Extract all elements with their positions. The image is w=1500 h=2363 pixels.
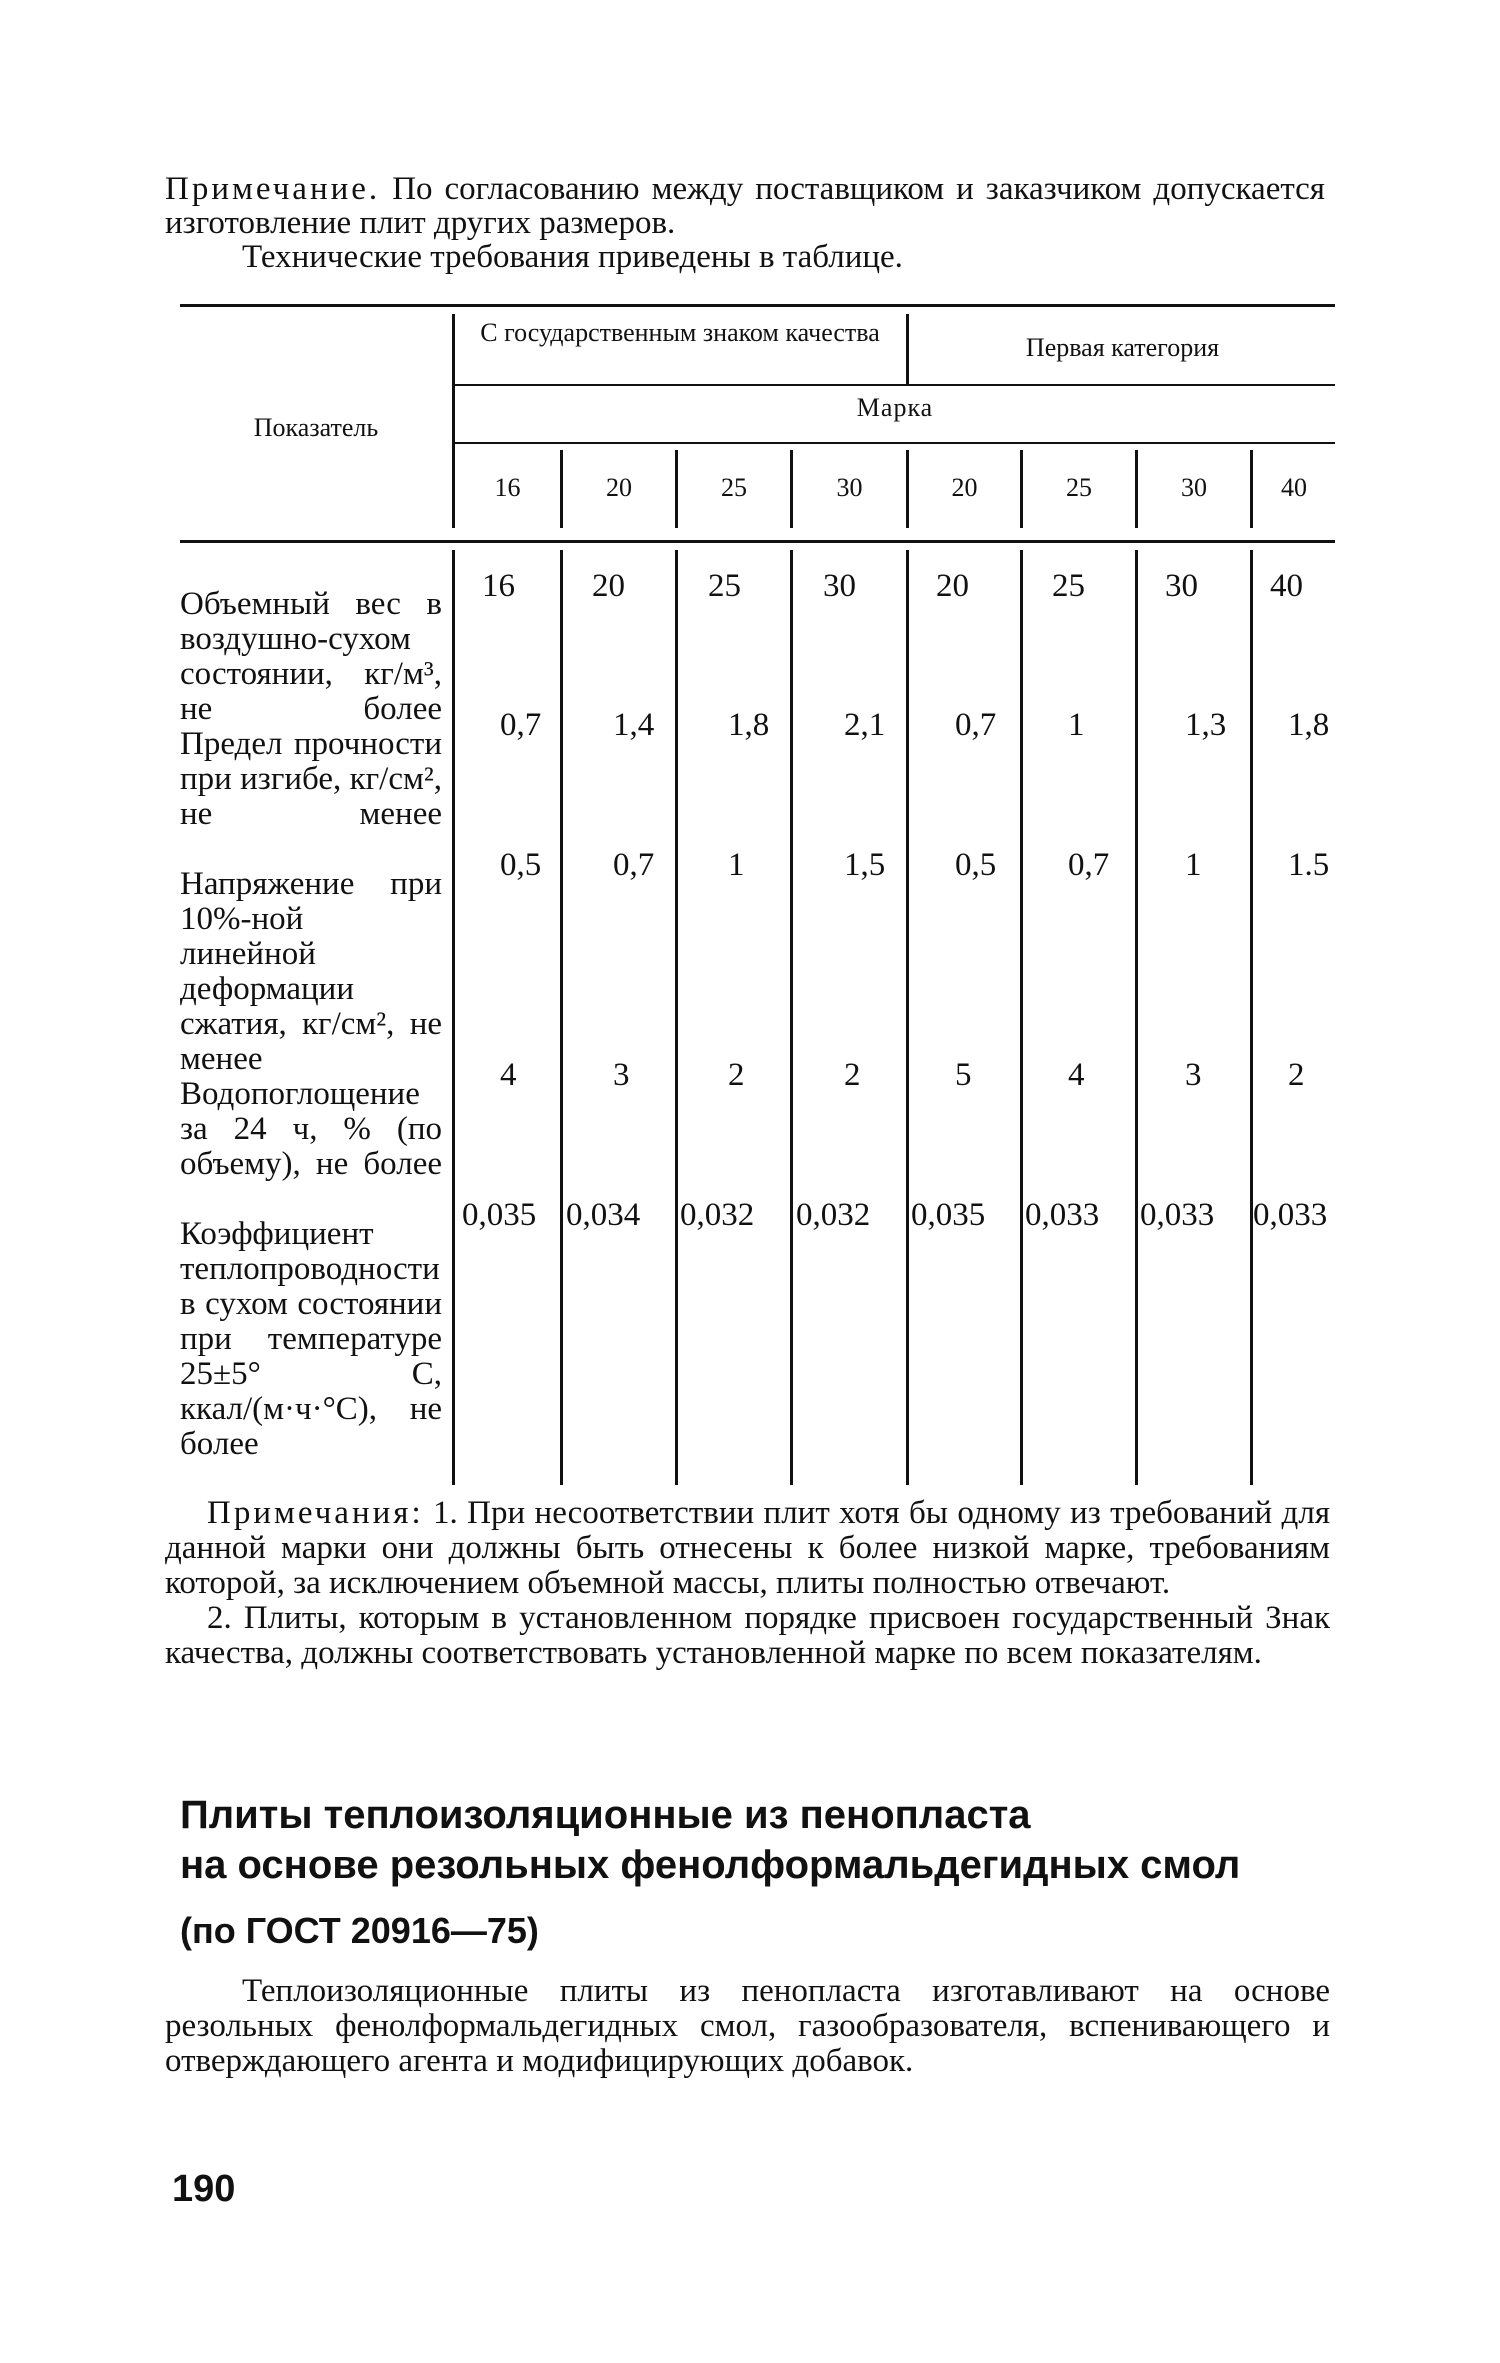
- cell-value: 1.5: [1288, 847, 1330, 883]
- cell-value: 0,5: [500, 847, 542, 883]
- table-notes: [165, 1496, 1330, 1671]
- section-intro: [165, 1974, 1330, 2079]
- cell-value: 30: [1165, 568, 1198, 604]
- body-vline: [1135, 550, 1138, 1485]
- cell-value: 0,033: [1253, 1197, 1328, 1233]
- row-label: Напряжение при 10%-ной линейной деформации сжатия, кг/см², не менее: [180, 866, 442, 1077]
- grade-header: 30: [836, 473, 863, 502]
- table-mark-rule: [455, 442, 1335, 444]
- header-vline: [906, 314, 909, 384]
- group1-header: С государственным знаком качества: [480, 318, 880, 347]
- cell-value: 20: [592, 568, 625, 604]
- requirements-table: [180, 300, 1335, 1485]
- cell-value: 0,7: [613, 847, 655, 883]
- cell-value: 2: [1288, 1057, 1305, 1093]
- grade-header: 25: [721, 473, 747, 502]
- body-vline: [906, 550, 909, 1485]
- top-note-sentence: Технические требования приведены в таблице.: [242, 239, 903, 275]
- cell-value: 3: [613, 1057, 630, 1093]
- cell-value: 1,3: [1185, 707, 1227, 743]
- cell-value: 0,035: [462, 1197, 537, 1233]
- cell-value: 1: [1185, 847, 1202, 883]
- cell-value: 2,1: [844, 707, 886, 743]
- cell-value: 0,032: [680, 1197, 755, 1233]
- body-vline: [1250, 550, 1253, 1485]
- section-title-line-2: на основе резольных фенолформальдегидных смол: [180, 1843, 1241, 1887]
- cell-value: 0,7: [1068, 847, 1110, 883]
- cell-value: 1,8: [728, 707, 770, 743]
- row-label: Водопоглощение за 24 ч, % (по объему), не более: [180, 1076, 442, 1182]
- note-1: 1. При несоответствии плит хотя бы одному из требований для данной марки они должны быть отнесены к более низкой марке, требованиям которой, за исключением объемной массы, плиты полностью отвечают.: [165, 1495, 1330, 1601]
- cell-value: 5: [955, 1057, 972, 1093]
- grade-header: 20: [951, 473, 978, 502]
- table-top-rule: [180, 304, 1335, 307]
- table-group-rule: [455, 384, 1335, 386]
- indicator-header: Показатель: [253, 413, 379, 442]
- grade-header: 16: [494, 473, 521, 502]
- cell-value: 0,034: [566, 1197, 641, 1233]
- cell-value: 1,5: [844, 847, 886, 883]
- row-label: Предел прочности при изгибе, кг/см², не менее: [180, 726, 442, 832]
- section-title-line-1: Плиты теплоизоляционные из пенопласта: [180, 1793, 1031, 1837]
- cell-value: 2: [728, 1057, 745, 1093]
- cell-value: 1: [728, 847, 745, 883]
- body-vline: [790, 550, 793, 1485]
- table-header-rule: [180, 540, 1335, 543]
- grade-header: 40: [1281, 473, 1307, 502]
- grade-header: 30: [1181, 473, 1207, 502]
- notes-label: Примечания:: [207, 1495, 424, 1531]
- cell-value: 40: [1270, 568, 1303, 604]
- cell-value: 4: [500, 1057, 517, 1093]
- grade-header: 20: [606, 473, 632, 502]
- cell-value: 0,7: [955, 707, 997, 743]
- row-label: Объемный вес в воздушно-сухом состоянии, кг/м³, не более: [180, 586, 442, 727]
- grade-header: 25: [1066, 473, 1092, 502]
- cell-value: 4: [1068, 1057, 1085, 1093]
- cell-value: 0,032: [796, 1197, 871, 1233]
- cell-value: 0,7: [500, 707, 542, 743]
- cell-value: 30: [823, 568, 856, 604]
- intro-paragraph: Теплоизоляционные плиты из пенопласта изготавливают на основе резольных фенолформальдегидных смол, газообразователя, вспенивающего и отверждающего агента и модифицирующих добавок.: [165, 1973, 1330, 2079]
- cell-value: 0,035: [911, 1197, 986, 1233]
- top-note-label: Примечание.: [165, 171, 381, 207]
- gost-reference: (по ГОСТ 20916—75): [180, 1910, 539, 1951]
- note-2: 2. Плиты, которым в установленном порядке присвоен государственный Знак качества, должны соответствовать установленной марке по всем показателям.: [165, 1600, 1330, 1671]
- cell-value: 0,033: [1140, 1197, 1215, 1233]
- cell-value: 1,8: [1288, 707, 1330, 743]
- page-number: 190: [172, 2168, 236, 2210]
- cell-value: 2: [844, 1057, 861, 1093]
- section-title: [180, 1790, 1330, 1890]
- top-note-text: По согласованию между поставщиком и заказчиком допускается изготовление плит других размеров.: [165, 171, 1325, 241]
- cell-value: 25: [708, 568, 741, 604]
- cell-value: 3: [1185, 1057, 1202, 1093]
- mark-header: Марка: [856, 393, 934, 422]
- row-label: Коэффициент теплопроводности в сухом состоянии при температуре 25±5° С, ккал/(м·ч·°С), не более: [180, 1216, 442, 1462]
- body-vline: [1020, 550, 1023, 1485]
- cell-value: 0,033: [1025, 1197, 1100, 1233]
- cell-value: 1,4: [613, 707, 655, 743]
- top-note: [165, 172, 1325, 274]
- cell-value: 25: [1052, 568, 1085, 604]
- cell-value: 0,5: [955, 847, 997, 883]
- body-vline: [452, 550, 455, 1485]
- cell-value: 16: [482, 568, 515, 604]
- group2-header: Первая категория: [1025, 333, 1220, 362]
- cell-value: 20: [936, 568, 969, 604]
- body-vline: [675, 550, 678, 1485]
- cell-value: 1: [1068, 707, 1085, 743]
- body-vline: [560, 550, 563, 1485]
